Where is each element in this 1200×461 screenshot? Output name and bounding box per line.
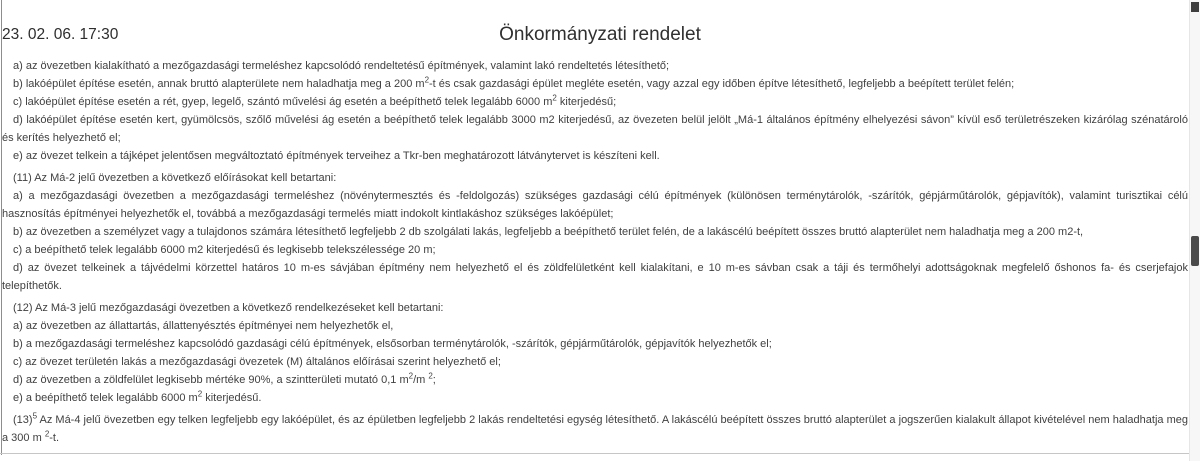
text-run: (12) Az Má-3 jelű mezőgazdasági övezetben a következő rendelkezéseket kell betartani:	[13, 302, 444, 314]
text-run: a) az övezetben kialakítható a mezőgazdasági termeléshez kapcsolódó rendeltetésű építmények, valamint lakó rendeltetés létesíthető;	[13, 60, 670, 72]
paragraph-4	[2, 111, 1188, 147]
scrollbar-thumb[interactable]	[1191, 236, 1199, 266]
page-bottom-border	[0, 453, 1190, 454]
superscript: 2	[197, 389, 203, 399]
text-run: ;	[432, 374, 436, 386]
paragraph-3	[2, 93, 1188, 111]
text-run: d) az övezetben a zöldfelület legkisebb mértéke 90%, a szintterületi mutató 0,1 m	[13, 374, 409, 386]
text-run: d) az övezet telkeinek a tájvédelmi körzettel határos 10 m-es sávjában építmény nem helyezhető el és zöldfelületként kell kialakítani, e 10 m-es sávban csak a táji és termőhelyi adottságoknak megfelelő őshonos fa- és cserjefajok telepíthetők.	[2, 262, 1188, 292]
paragraph-12	[2, 317, 1188, 335]
paragraph-15	[2, 371, 1188, 389]
text-run: kiterjedésű;	[556, 96, 617, 108]
paragraph-1	[2, 57, 1188, 75]
print-timestamp: 23. 02. 06. 17:30	[2, 26, 119, 43]
document-body	[2, 57, 1188, 447]
paragraph-13	[2, 335, 1188, 353]
paragraph-8	[2, 223, 1188, 241]
print-header	[0, 0, 1200, 56]
superscript: 5	[32, 411, 38, 421]
text-run: /m	[413, 374, 429, 386]
text-run: -t.	[49, 432, 60, 444]
text-run: (11) Az Má-2 jelű övezetben a következő előírásokat kell betartani:	[13, 172, 337, 184]
text-run: c) lakóépület építése esetén a rét, gyep, legelő, szántó művelési ág esetén a beépíthető telek legalább 6000 m	[13, 96, 553, 108]
paragraph-2	[2, 75, 1188, 93]
text-run: b) lakóépület építése esetén, annak bruttó alapterülete nem haladhatja meg a 200 m	[13, 78, 425, 90]
scrollbar-up-button[interactable]	[1191, 2, 1199, 12]
page-title: Önkormányzati rendelet	[499, 24, 701, 45]
text-run: c) az övezet területén lakás a mezőgazdasági övezetek (M) általános előírásai szerint helyezhető el;	[13, 356, 501, 368]
paragraph-14	[2, 353, 1188, 371]
superscript: 2	[428, 371, 433, 381]
text-run: a) a mezőgazdasági övezetben a mezőgazdasági termeléshez (növénytermesztés és -feldolgozás) szükséges gazdasági célú építmények (különösen terménytárolók, -szárítók, gépjárműtárolók, gépjavítók), valamint turisztikai célú hasznosítás építményei helyezhetők el, továbbá a mezőgazdasági termelés miatt indokolt kintlakáshoz szükséges lakóépület;	[2, 190, 1188, 220]
text-run: e) az övezet telkein a tájképet jelentősen megváltoztató építmények terveihez a Tkr-ben meghatározott látványtervet is készíteni kell.	[13, 150, 660, 162]
text-run: kiterjedésű.	[202, 392, 262, 404]
paragraph-16	[2, 389, 1188, 407]
text-run: e) a beépíthető telek legalább 6000 m	[13, 392, 198, 404]
text-run: b) a mezőgazdasági termeléshez kapcsolódó gazdasági célú építmények, elsősorban terménytárolók, -szárítók, gépjárműtárolók, gépjavítók helyezhetők el;	[13, 338, 772, 350]
superscript: 2	[424, 75, 430, 85]
text-run: -t és csak gazdasági épület megléte esetén, vagy azzal egy időben építve létesíthető, legfeljebb a beépített terület felén;	[429, 78, 1015, 90]
text-run: a) az övezetben az állattartás, állattenyésztés építményei nem helyezhetők el,	[13, 320, 394, 332]
superscript: 2	[44, 429, 50, 439]
text-run: b) az övezetben a személyzet vagy a tulajdonos számára létesíthető legfeljebb 2 db szolgálati lakás, legfeljebb a beépíthető terület felén, de a lakáscélú beépített összes bruttó alapterület nem haladhatja meg a 200 m2-t,	[13, 226, 1084, 238]
paragraph-11	[2, 299, 1188, 317]
paragraph-5	[2, 147, 1188, 165]
text-run: (13)	[13, 414, 33, 426]
text-run: c) a beépíthető telek legalább 6000 m2 kiterjedésű és legkisebb telekszélessége 20 m;	[13, 244, 436, 256]
superscript: 2	[408, 371, 414, 381]
text-run: d) lakóépület építése esetén kert, gyümölcsös, szőlő művelési ág esetén a beépíthető telek legalább 3000 m2 kiterjedésű, az övezeten belül jelölt „Má-1 általános építmény elhelyezési sávon” kívül eső területrészeken kizárólag szénatároló és kerítés helyezhető el;	[2, 114, 1188, 144]
paragraph-17	[2, 411, 1188, 447]
paragraph-10	[2, 259, 1188, 295]
superscript: 2	[552, 93, 557, 103]
vertical-scrollbar[interactable]	[1189, 0, 1200, 461]
paragraph-7	[2, 187, 1188, 223]
paragraph-9	[2, 241, 1188, 259]
text-run: Az Má-4 jelű övezetben egy telken legfeljebb egy lakóépület, és az épületben legfeljebb 2 lakás rendeltetési egység létesíthető. A lakáscélú beépített összes bruttó alapterület a jogszerűen kialakult állapot kivételével nem haladhatja meg a 300 m	[2, 414, 1188, 444]
paragraph-6	[2, 169, 1188, 187]
